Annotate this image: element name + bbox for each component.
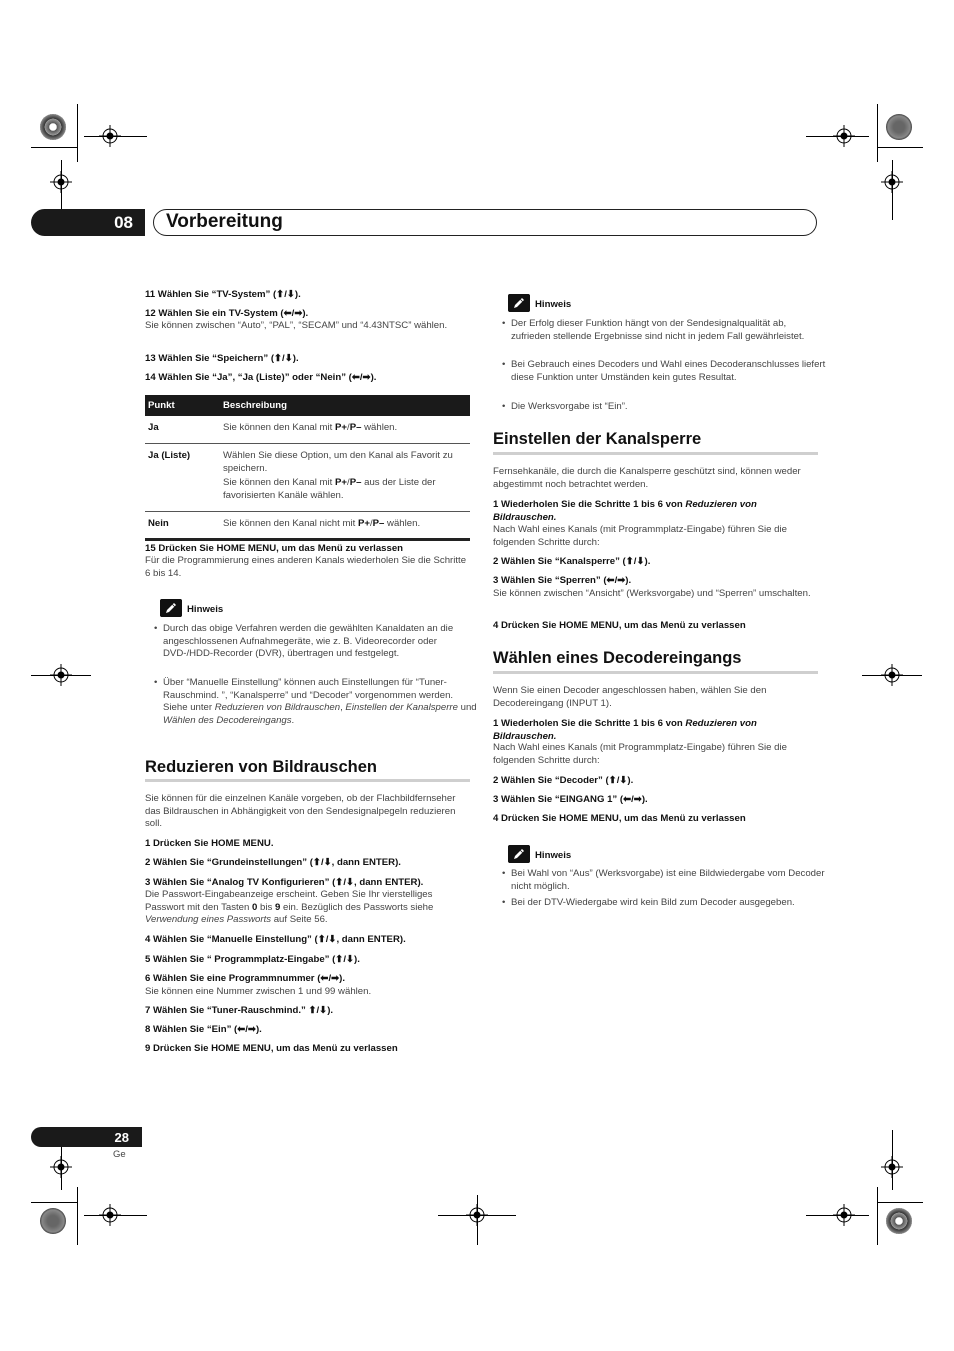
section-rule: [145, 779, 470, 782]
note-bullet: • Bei Wahl von “Aus” (Werksvorgabe) ist eine Bildwiedergabe vom Decoder nicht möglich.: [502, 868, 827, 893]
table-cell-desc: Wählen Sie diese Option, um den Kanal als Favorit zu speichern. Sie können den Kanal mit P+/P– aus der Liste der favorisierten Kanäle wählen.: [220, 443, 470, 511]
color-target-icon: [886, 114, 912, 140]
table-header-desc: Beschreibung: [220, 395, 470, 416]
note-label: Hinweis: [535, 850, 572, 861]
table-cell-desc: Sie können den Kanal nicht mit P+/P– wählen.: [220, 511, 470, 540]
section-intro: Fernsehkanäle, die durch die Kanalsperre geschützt sind, können weder abgestimmt noch betrachtet werden.: [493, 466, 801, 490]
table-row: [145, 511, 470, 540]
note-label: Hinweis: [535, 299, 572, 310]
step-14: 14 Wählen Sie “Ja”, “Ja (Liste)” oder “Nein” (⬅/➡).: [145, 372, 377, 383]
step-3-text: Sie können zwischen “Ansicht” (Werksvorgabe) und “Sperren” umschalten.: [493, 588, 811, 599]
step-11: 11 Wählen Sie “TV-System” (⬆/⬇).: [145, 289, 301, 300]
step-13: 13 Wählen Sie “Speichern” (⬆/⬇).: [145, 353, 299, 364]
table-header-row: [145, 395, 470, 416]
note-bullet: • Durch das obige Verfahren werden die gewählten Kanaldaten an die angeschlossenen Aufnahmegeräte, wie z. B. Videorecorder oder DVD-/HDD-Recorder (DVR), übertragen und festgelegt.: [154, 623, 479, 661]
step-6-text: Sie können eine Nummer zwischen 1 und 99 wählen.: [145, 986, 372, 997]
section-intro: Sie können für die einzelnen Kanäle vorgeben, ob der Flachbildfernseher das Bildrauschen in Abhängigkeit von den Sendesignalpegeln reduzieren soll.: [145, 793, 456, 830]
step-1: 1 Wiederholen Sie die Schritte 1 bis 6 von Reduzieren von Bildrauschen.: [493, 718, 757, 742]
section-title: Wählen eines Decodereingangs: [493, 649, 742, 667]
page-number: 28: [31, 1127, 142, 1147]
note-bullet: • Bei Gebrauch eines Decoders und Wahl eines Decoderanschlusses liefert diese Funktion unter Umständen kein gutes Resultat.: [502, 359, 827, 384]
step-3: 3 Wählen Sie “EINGANG 1” (⬅/➡).: [493, 794, 648, 805]
language-code: Ge: [113, 1149, 126, 1160]
table-row: [145, 443, 470, 511]
step-1-text: Nach Wahl eines Kanals (mit Programmplatz-Eingabe) führen Sie die folgenden Schritte durch:: [493, 524, 787, 548]
step-3-text: Die Passwort-Eingabeanzeige erscheint. Geben Sie Ihr vierstelliges Passwort mit den Tasten 0 bis 9 ein. Bezüglich des Passworts siehe Verwendung eines Passworts auf Seite 56.: [145, 889, 434, 926]
step-1-text: Nach Wahl eines Kanals (mit Programmplatz-Eingabe) führen Sie die folgenden Schritte durch:: [493, 742, 787, 766]
table-header-item: Punkt: [145, 395, 220, 416]
step-7: 7 Wählen Sie “Tuner-Rauschmind.” ⬆/⬇).: [145, 1005, 334, 1016]
step-5: 5 Wählen Sie “ Programmplatz-Eingabe” (⬆/⬇).: [145, 954, 360, 965]
section-title: Einstellen der Kanalsperre: [493, 430, 702, 448]
chapter-number: 08: [31, 209, 145, 236]
table-cell-item: Ja (Liste): [145, 443, 220, 511]
color-target-icon: [40, 1208, 66, 1234]
table-cell-item: Ja: [145, 416, 220, 443]
chapter-title: Vorbereitung: [166, 211, 283, 232]
step-2: 2 Wählen Sie “Decoder” (⬆/⬇).: [493, 775, 634, 786]
section-rule: [493, 671, 818, 674]
step-9: 9 Drücken Sie HOME MENU, um das Menü zu verlassen: [145, 1043, 398, 1054]
step-12-text: Sie können zwischen “Auto”, “PAL”, “SECAM” und “4.43NTSC” wählen.: [145, 320, 448, 331]
step-2: 2 Wählen Sie “Kanalsperre” (⬆/⬇).: [493, 556, 651, 567]
step-2: 2 Wählen Sie “Grundeinstellungen” (⬆/⬇, dann ENTER).: [145, 857, 401, 868]
step-6: 6 Wählen Sie eine Programmnummer (⬅/➡).: [145, 973, 346, 984]
step-4: 4 Drücken Sie HOME MENU, um das Menü zu verlassen: [493, 813, 746, 824]
note-bullet: • Der Erfolg dieser Funktion hängt von der Sendesignalqualität ab, zufrieden stellende Ergebnisse sind nicht in jedem Fall gewährleistet.: [502, 318, 827, 343]
step-8: 8 Wählen Sie “Ein” (⬅/➡).: [145, 1024, 262, 1035]
note-label: Hinweis: [187, 604, 224, 615]
table-row: [145, 416, 470, 443]
step-4: 4 Drücken Sie HOME MENU, um das Menü zu verlassen: [493, 620, 746, 631]
table-cell-desc: Sie können den Kanal mit P+/P– wählen.: [220, 416, 470, 443]
section-rule: [493, 452, 818, 455]
step-1: 1 Drücken Sie HOME MENU.: [145, 838, 274, 849]
step-15: 15 Drücken Sie HOME MENU, um das Menü zu verlassen: [145, 543, 404, 554]
note-bullet: • Über “Manuelle Einstellung” können auch Einstellungen für “Tuner-Rauschmind. ”, “Kanalsperre” und “Decoder” vorgenommen werden. Siehe unter Reduzieren von Bildrauschen, Einstellen der Kanalsperre und Wählen des Decodereingangs.: [154, 677, 479, 727]
step-3: 3 Wählen Sie “Analog TV Konfigurieren” (⬆/⬇, dann ENTER).: [145, 877, 424, 888]
note-pencil-icon: [508, 845, 530, 863]
table-cell-item: Nein: [145, 511, 220, 540]
note-bullet: • Die Werksvorgabe ist “Ein”.: [502, 401, 827, 414]
section-intro: Wenn Sie einen Decoder angeschlossen haben, wählen Sie den Decodereingang (INPUT 1).: [493, 685, 767, 709]
options-table: [145, 395, 470, 541]
note-pencil-icon: [160, 599, 182, 617]
step-3: 3 Wählen Sie “Sperren” (⬅/➡).: [493, 575, 632, 586]
step-15-text: Für die Programmierung eines anderen Kanals wiederholen Sie die Schritte 6 bis 14.: [145, 555, 467, 579]
step-4: 4 Wählen Sie “Manuelle Einstellung” (⬆/⬇, dann ENTER).: [145, 934, 406, 945]
section-title: Reduzieren von Bildrauschen: [145, 758, 377, 776]
note-bullet: • Bei der DTV-Wiedergabe wird kein Bild zum Decoder ausgegeben.: [502, 897, 827, 910]
step-12: 12 Wählen Sie ein TV-System (⬅/➡).: [145, 308, 309, 319]
color-target-icon: [40, 114, 66, 140]
color-target-icon: [886, 1208, 912, 1234]
note-pencil-icon: [508, 294, 530, 312]
step-1: 1 Wiederholen Sie die Schritte 1 bis 6 von Reduzieren von Bildrauschen.: [493, 499, 757, 523]
